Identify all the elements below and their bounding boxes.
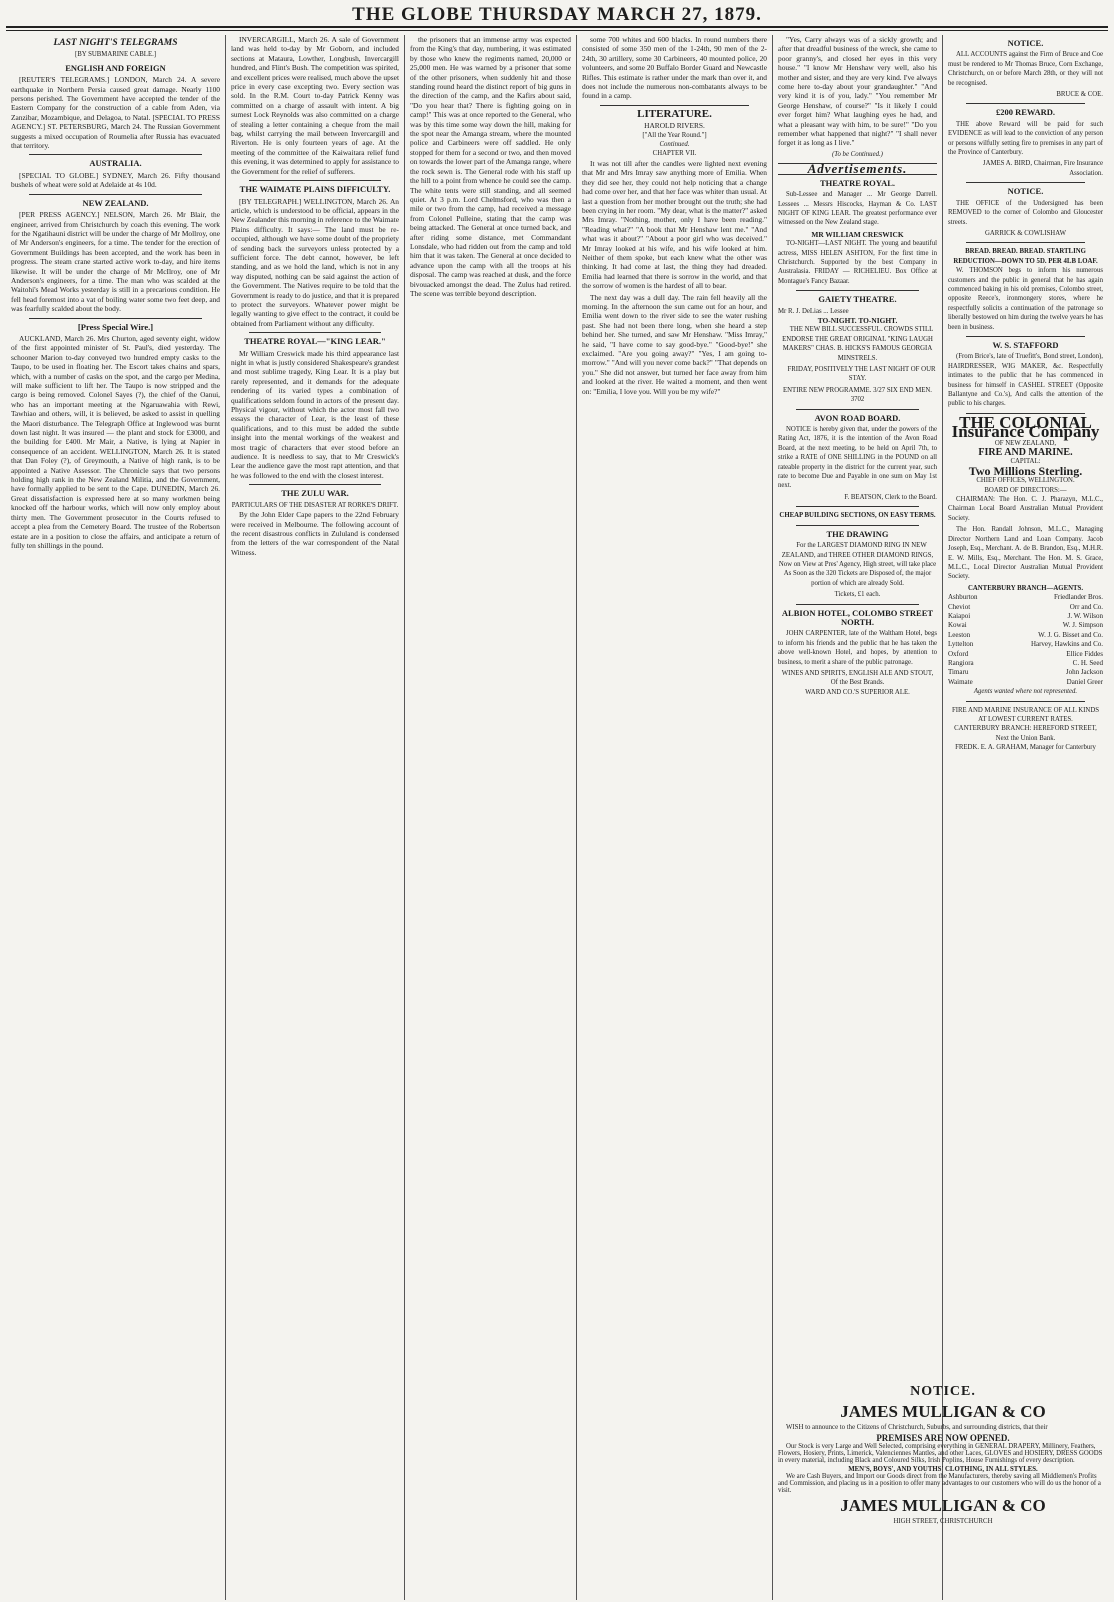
masthead — [6, 0, 1108, 28]
agent-town: Ashburton — [948, 593, 978, 602]
divider — [249, 484, 381, 485]
agent-town: Lyttelton — [948, 640, 974, 649]
notice-heading-2: NOTICE. — [1007, 186, 1044, 197]
column-6 — [943, 35, 1108, 1600]
theatre-royal-actor: MR WILLIAM CRESWICK — [811, 229, 904, 239]
agent-name: Orr and Co. — [1069, 602, 1103, 611]
column-1 — [6, 35, 226, 1600]
colonial-insurance-heading: THE COLONIAL Insurance Company — [951, 412, 1100, 442]
notice-signature-2: GARRICK & COWLISHAW — [984, 229, 1066, 237]
agent-row — [948, 640, 1103, 649]
masthead-title: THE GLOBE THURSDAY MARCH 27, 1879. — [352, 4, 762, 25]
column-5 — [773, 35, 943, 1600]
divider — [966, 242, 1085, 243]
agent-name: Friedlander Bros. — [1054, 593, 1103, 602]
to-be-continued: (To be Continued.) — [832, 150, 883, 158]
gaiety-heading: GAIETY THEATRE. — [818, 294, 897, 305]
canterbury-branch: CANTERBURY BRANCH: HEREFORD STREET, Next the Union Bank. — [954, 725, 1097, 742]
agent-row — [948, 659, 1103, 668]
agent-row — [948, 678, 1103, 687]
agent-name: C. H. Seed — [1072, 658, 1103, 667]
agent-row — [948, 603, 1103, 612]
king-lear-text: Mr William Creswick made his third appearance last night in what is justly considered Shakespeare's grandest and most sublime tragedy, King Lear. It is a play but rarely represented, and it demands for the adequate rendering of its varied types a combination of qualifications seldom found in actors of the present day. Physical vigour, without which the actor most fall two essays the character of Lear, is the least of these qualifications, and to this must be added the subtle insight into the mental workings of the weakest and most tragic of characters that ever stood before an audience. It is needless to say, that to Mr Creswick's Lear the audience gave the most rapt attention, and that he was followed to the end with the closest interest. — [231, 348, 399, 480]
agent-town: Leeston — [948, 630, 971, 639]
mulligan-notice: NOTICE. — [910, 1384, 976, 1399]
divider — [796, 290, 919, 291]
chairman-text: CHAIRMAN: The Hon. C. J. Pharazyn, M.L.C., Chairman Local Board Australian Mutual Provident Society. — [948, 496, 1103, 522]
column-4 — [577, 35, 773, 1600]
gaiety-programme: ENTIRE NEW PROGRAMME. 3/27 SIX END MEN. 3702 — [782, 386, 933, 404]
notice-text-2: THE OFFICE of the Undersigned has been REMOVED to the corner of Colombo and Gloucester streets. — [948, 199, 1103, 226]
agent-town: Cheviot — [948, 602, 971, 611]
divider — [966, 701, 1085, 702]
waimate-heading: THE WAIMATE PLAINS DIFFICULTY. — [239, 184, 391, 195]
zulu-war-heading: THE ZULU WAR. — [281, 488, 349, 499]
agent-town: Kowai — [948, 621, 967, 630]
drawing-text: For the LARGEST DIAMOND RING IN NEW ZEALAND, and THREE OTHER DIAMOND RINGS, Now on View at Pres' Agency, High street, will take place As Soon as the 320 Tickets are Disposed of, the major portion of which are already Sold. — [778, 542, 937, 587]
mulligan-advert — [778, 1378, 1108, 1525]
manager-signature: FREDK. E. A. GRAHAM, Manager for Canterbury — [955, 744, 1096, 752]
press-wire-heading: [Press Special Wire.] — [77, 321, 154, 332]
agent-row — [948, 631, 1103, 640]
literature-heading: LITERATURE. — [637, 107, 712, 120]
story-source: ["All the Year Round."] — [642, 131, 707, 139]
thomson-text: W. THOMSON begs to inform his numerous customers and the public in general that he has again commenced baking in his old premises, Colombo street, opposite Reece's, ironmongery stores, where he respectfully solicits a continuation of the patronage so liberally bestowed on him during the twelve years he has been in business. — [948, 267, 1103, 331]
divider — [966, 103, 1085, 104]
advertisements-heading: Advertisements. — [778, 163, 937, 174]
new-zealand-text: [PER PRESS AGENCY.] NELSON, March 26. Mr Blair, the engineer, arrived from Christchurch by coach this evening. The work for the Ngatihauni district will be under the charge of Mr Mollroy, one of Mr Anderson's engineers, for a time. The tender for the erection of Government Buildings has been accepted, and the work has been in progress. The steam crane started active work to-day, and hire items likewise. It will be under the charge of Mr McIlroy, one of Mr Anderson's engineers, for a time. The man who was scalded at the Waitohi's Mead Works yesterday is still in a precarious condition. He fell head foremost into a vat of boiling water some two feet deep, and was fearfully scalded about the body. — [11, 210, 220, 314]
divider — [29, 194, 202, 195]
albion-ale: WARD AND CO.'S SUPERIOR ALE. — [805, 688, 910, 696]
agent-row — [948, 668, 1103, 677]
agent-town: Rangiora — [948, 658, 974, 667]
column-3 — [405, 35, 577, 1600]
agent-name: W. J. G. Bisset and Co. — [1038, 630, 1103, 639]
australia-heading: AUSTRALIA. — [89, 158, 142, 169]
english-foreign-heading: ENGLISH AND FOREIGN — [65, 62, 166, 73]
mulligan-firm: JAMES MULLIGAN & CO — [840, 1402, 1046, 1421]
agents-list — [948, 593, 1103, 687]
drawing-heading: THE DRAWING — [826, 528, 889, 539]
notice-signature-1: BRUCE & COE. — [1056, 91, 1103, 99]
theatre-royal-text-1: Sub-Lessee and Manager ... Mr George Darrell. Lessees ... Messrs Hiscocks, Hayman & Co. LAST NIGHT OF KING LEAR. The greatest performance ever witnessed on the New Zealand stage. — [778, 191, 937, 227]
agent-row — [948, 621, 1103, 630]
invercargill-text: INVERCARGILL, March 26. A sale of Government land was held to-day by Mr Goborn, and included sections at Mataura, Lowther, Longbush, Invercargill hundred, and Flint's Bush. The competition was spirited, and excellent prices were realised, much above the upset price in every case excepting two. Every section was sold. In the R.M. Court to-day Patrick Kenny was committed on a charge of assault with intent. A big sumest Lock Reynolds was also committed on a charge of stealing a letter containing a cheque from the mail bag, whilst carrying the mail between Invercargill and Riverton. He is only fourteen years of age. At the meeting of the committee of the Kaiwaitara relief fund this evening, it was determined to apply for assistance to the Government for the relief of sufferers. — [231, 35, 399, 176]
notice-heading-1: NOTICE. — [1007, 38, 1044, 48]
divider — [29, 154, 202, 155]
stafford-text: (From Brice's, late of Truefitt's, Bond street, London), HAIRDRESSER, WIG MAKER, &c. Respectfully intimates to the public that he has commenced in business for himself in CASHEL STREET (Opposite Ballantyne and Co.'s), And calls the attention of the public to his charges. — [948, 353, 1103, 408]
reward-text: THE above Reward will be paid for such EVIDENCE as will lead to the conviction of any person or persons wilfully setting fire to premises in any part of the Province of Canterbury. — [948, 120, 1103, 157]
albion-hotel-text: JOHN CARPENTER, late of the Waltham Hotel, begs to inform his friends and the public that he has taken the above well-known Hotel, and hopes, by attention to business, to merit a share of the public patronage. — [778, 630, 937, 666]
theatre-royal-text-2: TO-NIGHT—LAST NIGHT. The young and beautiful actress, MISS HELEN ASHTON, For the first time in Christchurch. Supported by the best Company in Australasia. FRIDAY — RICHELIEU. Box Office at Montague's Fancy Bazaar. — [778, 240, 937, 285]
columns — [6, 35, 1108, 1600]
avon-road-clerk: F. BEATSON, Clerk to the Board. — [844, 493, 937, 501]
mulligan-wish: WISH to announce to the Citizens of Christchurch, Suburbs, and surrounding districts, that their — [786, 1424, 1048, 1431]
mulligan-clothing: MEN'S, BOYS', AND YOUTHS' CLOTHING, IN ALL STYLES. — [848, 1466, 1038, 1473]
zulu-war-continued-text: the prisoners that an immense army was expected from the King's that day, numbering, it was estimated by those who knew the regiments named, 20,000 or 25,000 men. He was warned by a prisoner that some of the other prisoners, when suddenly hit and those standing round heard the distinct report of big guns in the direction of the camp, and the Kafirs about said, "Do you hear that? There is fighting going on in camp!" This was at once reported to the General, who was by this time some way down the hill, making for the spot near the Amanga stream, where the mounted police and Carbineers were off saddled. He only stopped for them for a second or two, and then moved on towards the lower part of the Amanga range, where the rock sewn is. The General rode with his staff up the hill to a point from whence he could see the camp. The white tents were still standing, and all seemed quiet. At 3 p.m. Lord Chelmsford, who was then a mile or two from the camp, had received a message from Colonel Pulleine, stating that the camp was being attacked. The General at once turned back, and after riding some distance, met Commandant Lonsdale, who had ridden out from the camp and told him that it was taken. The General at once decided to advance upon the camp with all the troops at his disposal. The camp was reached at dusk, and the force bivouacked amongst the dead. The Zulus had retired. The scene was terrible beyond description. — [410, 35, 571, 298]
story-title: HAROLD RIVERS. — [644, 121, 705, 131]
directors-text: The Hon. Randall Johnson, M.L.C., Managing Director Northern Land and Loan Company. Jacob Joseph, Esq., Merchant. A. de B. Brandon, Esq., M.H.R. E. W. Mills, Esq., Merchant. The Hon. M. S. Grace, M.L.C., Local Director Australian Mutual Provident Society. — [948, 526, 1103, 581]
agent-name: Daniel Greer — [1066, 677, 1103, 686]
capital-label: CAPITAL: — [1010, 458, 1041, 466]
drawing-tickets: Tickets, £1 each. — [834, 591, 881, 599]
stafford-heading: W. S. STAFFORD — [992, 339, 1059, 350]
agent-name: W. J. Simpson — [1062, 621, 1103, 630]
column-2 — [226, 35, 405, 1600]
divider — [796, 525, 919, 526]
mulligan-address: HIGH STREET, CHRISTCHURCH — [893, 1518, 993, 1525]
mulligan-firm-2: JAMES MULLIGAN & CO — [840, 1496, 1046, 1515]
agents-wanted: Agents wanted where not represented. — [973, 688, 1078, 696]
bread-heading: BREAD. BREAD. BREAD. STARTLING REDUCTION—DOWN TO 5D. PER 4LB LOAF. — [953, 248, 1098, 265]
story-text-1: It was not till after the candles were lighted next evening that Mr and Mrs Imray saw anything more of Emilia. When they did see her, they could not help noticing that a change had come over her, and that her face was whiter than usual. At last a question from her mother brought out the truth; she had been crying in her room. "My dear, what is the matter?" asked Mrs Imray. "Nothing, mother, only I have been reading." "Reading what?" "A book that Mr Henshaw lent me." "And what was it about?" "About a poor girl who was deceived." Mr Imray looked at his wife, and his wife looked at him. Neither of them spoke, but each knew what the other was thinking. It had come at last, the thing they had dreaded. Emilia had learned that there is sorrow in the world, and that the sorrow of women is the hardest of all to bear. — [582, 158, 767, 291]
agent-name: Harvey, Hawkins and Co. — [1030, 640, 1103, 649]
colonial-subheading: OF NEW ZEALAND, — [994, 439, 1057, 447]
telegrams-heading: LAST NIGHT'S TELEGRAMS — [53, 38, 178, 48]
telegrams-subheading: [BY SUBMARINE CABLE.] — [74, 51, 157, 59]
theatre-royal-heading: THEATRE ROYAL. — [819, 177, 896, 188]
fire-marine-rates: FIRE AND MARINE INSURANCE OF ALL KINDS AT LOWEST CURRENT RATES. — [951, 706, 1100, 723]
mulligan-cash: We are Cash Buyers, and Import our Goods direct from the Manufacturers, thereby saving all Middlemen's Profits and Commission, and placing us in a position to offer many advantages to our customers who will do us the honor of a visit. — [778, 1473, 1101, 1494]
albion-hotel-heading: ALBION HOTEL, COLOMBO STREET NORTH. — [781, 607, 934, 627]
divider — [249, 180, 381, 181]
divider — [29, 318, 202, 319]
agent-name: John Jackson — [1065, 668, 1103, 677]
waimate-text: [BY TELEGRAPH.] WELLINGTON, March 26. An article, which is understood to be official, appears in the New Zealander this morning in reference to the Waimate Plains difficulty. It says:— The land must be re-occupied, although we have some doubt of the propriety of sending back the surveyors unless protected by a sufficient force. The debt cannot, however, be left standing, and as we hold the land, which is not in any way disputed, nothing can be said against the action of the Government. The Natives require to be told that the Government is ready to do justice, and that it is prepared to protect the surveyors. Whatever power might be legally wanting to give effect to the contract, it could be obtained from Parliament without any difficulty. — [231, 196, 399, 328]
reward-signature: JAMES A. BIRD, Chairman, Fire Insurance Association. — [982, 160, 1103, 177]
divider — [249, 332, 381, 333]
notice-text-1: ALL ACCOUNTS against the Firm of Bruce and Coe must be rendered to Mr Thomas Bruce, Corn Exchange, Christchurch, on or before March 28th, or they will not be recognised. — [948, 51, 1103, 87]
king-lear-heading: THEATRE ROYAL—"KING LEAR." — [244, 336, 386, 347]
gaiety-friday: FRIDAY, POSITIVELY THE LAST NIGHT OF OUR STAY. — [787, 366, 936, 383]
agent-town: Timaru — [948, 668, 969, 677]
zulu-war-text: By the John Elder Cape papers to the 22nd February were received in Melbourne. The following account of the recent disastrous conflicts in Zululand is condensed from the letters of the war correspondent of the Natal Witness. — [231, 510, 399, 557]
divider — [966, 182, 1085, 183]
agent-town: Kaiapoi — [948, 611, 971, 620]
divider — [796, 409, 919, 410]
divider — [966, 336, 1085, 337]
board-heading: BOARD OF DIRECTORS:— — [984, 486, 1067, 494]
reward-heading: £200 REWARD. — [995, 107, 1056, 118]
agent-name: Ellice Fiddes — [1066, 649, 1103, 658]
agent-name: J. W. Wilson — [1067, 611, 1103, 620]
chief-offices: CHIEF OFFICES, WELLINGTON. — [976, 477, 1075, 485]
new-zealand-heading: NEW ZEALAND. — [82, 197, 149, 208]
zulu-war-subheading: PARTICULARS OF THE DISASTER AT RORKE'S DRIFT. — [231, 501, 399, 509]
story-chapter: CHAPTER VII. — [652, 150, 697, 158]
capital-value: Two Millions Sterling. — [968, 463, 1083, 478]
mulligan-stock: Our Stock is very Large and Well Selected, comprising everything in GENERAL DRAPERY, Millinery, Feathers, Flowers, Hosiery, Prints, Limerick, Valenciennes Mantles, and other Laces, GLOVES and HOSIERY, DRESS GOODS in every material, including Black and Coloured Silks, Irish Poplins, House Furnishings of every description. — [778, 1443, 1103, 1464]
divider — [796, 604, 919, 605]
avon-road-text: NOTICE is hereby given that, under the powers of the Rating Act, 1876, it is the intention of the Avon Road Board, at the next meeting, to be held on April 7th, to strike a RATE of ONE SHILLING in the POUND on all rateable property in the district for the current year, such rate to become Due and Payable in one sum on May 1st next. — [778, 426, 937, 490]
agent-row — [948, 593, 1103, 602]
avon-road-heading: AVON ROAD BOARD. — [814, 412, 901, 423]
gaiety-lessee: Mr R. J. DeLias ... Lessee — [778, 307, 849, 315]
building-sections-heading: CHEAP BUILDING SECTIONS, ON EASY TERMS. — [779, 512, 936, 520]
story-continued: Continued. — [659, 141, 690, 149]
agent-row — [948, 650, 1103, 659]
masthead-rule — [6, 28, 1108, 31]
zulu-war-end-text: some 700 whites and 600 blacks. In round numbers there consisted of some 350 men of the 1-24th, 90 men of the 2-24th, 30 artillery, some 30 Carbineers, 40 mounted police, 20 volunteers, and some 20 Buffalo Border Guard and Newcastle Rifles. This estimate is rather under the mark than over it, and does not include the numerous non-combatants always to be found in a camp. — [582, 35, 767, 101]
agent-row — [948, 612, 1103, 621]
canterbury-agents-heading: CANTERBURY BRANCH—AGENTS. — [967, 584, 1084, 592]
gaiety-bill: THE NEW BILL SUCCESSFUL. CROWDS STILL ENDORSE THE GREAT ORIGINAL "KING LAUGH MAKERS" CHAS. B. HICKS'S FAMOUS GEORGIA MINSTRELS. — [782, 326, 934, 362]
press-wire-text: AUCKLAND, March 26. Mrs Churton, aged seventy eight, widow of the first appointed minister of St. Paul's, died yesterday. The schooner Marion to-day conveyed two hundred empty casks to the Taupo, to be used in floating her. The Escort takes chains and spars, which, with a number of casks on the spot, and the cargo per Medina, will make sufficient to lift her. The Taupo is now stripped and the cargo is being removed. Colonel Sayes (?), the chief of the Oanui, who has an important meeting at the Ngaruawahia with Rewi, Tawhiao and others, will, it is believed, be asked to assist in quelling the Maori disturbance. The Telegraph Office at Inglewood was burnt down last night. It was insured — the plant and stock for £3000, and the building for £400. Mr Mair, a Native, is lying at Napier in consequence of an accident. WELLINGTON, March 26. It is stated that Dan Foley (?), of Greymouth, a Native of high rank, is to be appointed a Native Assessor. The Chronicle says that two persons holding high rank in the New Zealand Militia, and the Government, have formally applied to be sent to the Cape. DUNEDIN, March 26. Great dissatisfaction is expressed here at so many workmen being knocked off the harbour works, which will now only employ about thirty men. The Government prosecutor in the Courts refused to accept a plea from the Cemetery Board. The trustee of the Robertson estate are in a position to close the affairs, and anticipate a return of fully ten shillings in the pound. — [11, 333, 220, 550]
mulligan-premises: PREMISES ARE NOW OPENED. — [876, 1433, 1010, 1443]
fire-marine: FIRE AND MARINE. — [978, 447, 1073, 459]
divider — [600, 105, 749, 106]
agent-town: Waimate — [948, 677, 973, 686]
gaiety-tonight: TO-NIGHT. TO-NIGHT. — [817, 315, 898, 325]
divider — [796, 506, 919, 507]
story-text-3: "Yes, Carry always was of a sickly growth; and after that dreadful business of the wreck, she came to poor granny's, and closed her eyes in this very house." "I know Mr Henshaw very well, also his mother and sister, and they are very kind. I've always come here to-day about your grandaughter." "And very kind it is of you, lady." "You remember Mr George Henshaw, of course?" "Is it likely I could ever forget him? What laughing eyes he had, and what a pleasant way with him, to be sure!" "Do you remember what happened that night?" "I shall never forget it as long as I live." — [778, 35, 937, 148]
australia-text: [SPECIAL TO GLOBE.] SYDNEY, March 26. Fifty thousand bushels of wheat were sold at Adelaide at 4s 10d. — [11, 170, 220, 190]
albion-wines: WINES AND SPIRITS, ENGLISH ALE AND STOUT, Of the Best Brands. — [781, 669, 934, 687]
story-text-2: The next day was a dull day. The rain fell heavily all the morning. In the afternoon the sun came out for an hour, and Emilia went down to the river side to see the water rushing past. She had not been there long, when she heard a step behind her. She turned, and saw Mr Henshaw. "Miss Imray," he said, "I have come to say good-bye." "Good-bye!" she exclaimed. "Are you going away?" "Yes, I am going to-morrow." "And will you never come back?" "That depends on you." She did not answer, but turned her face away from him and looked at the river. He waited a moment, and then went on: "Emilia, I love you. Will you be my wife?" — [582, 292, 767, 396]
agent-town: Oxford — [948, 649, 969, 658]
telegrams-text: [REUTER'S TELEGRAMS.] LONDON, March 24. A severe earthquake in Northern Persia caused great damage. Nearly 1100 persons perished. The Government have accepted the tender of the Eastern Company for the construction of a cable from Aden, via Zanzibar, Mozambique, and Delagoa, to Natal. [SPECIAL TO PRESS AGENCY.] ST. PETERSBURG, March 24. The Russian Government suggests a mixed occupation of Roumelia after Russia has evacuated that territory. — [11, 75, 220, 151]
